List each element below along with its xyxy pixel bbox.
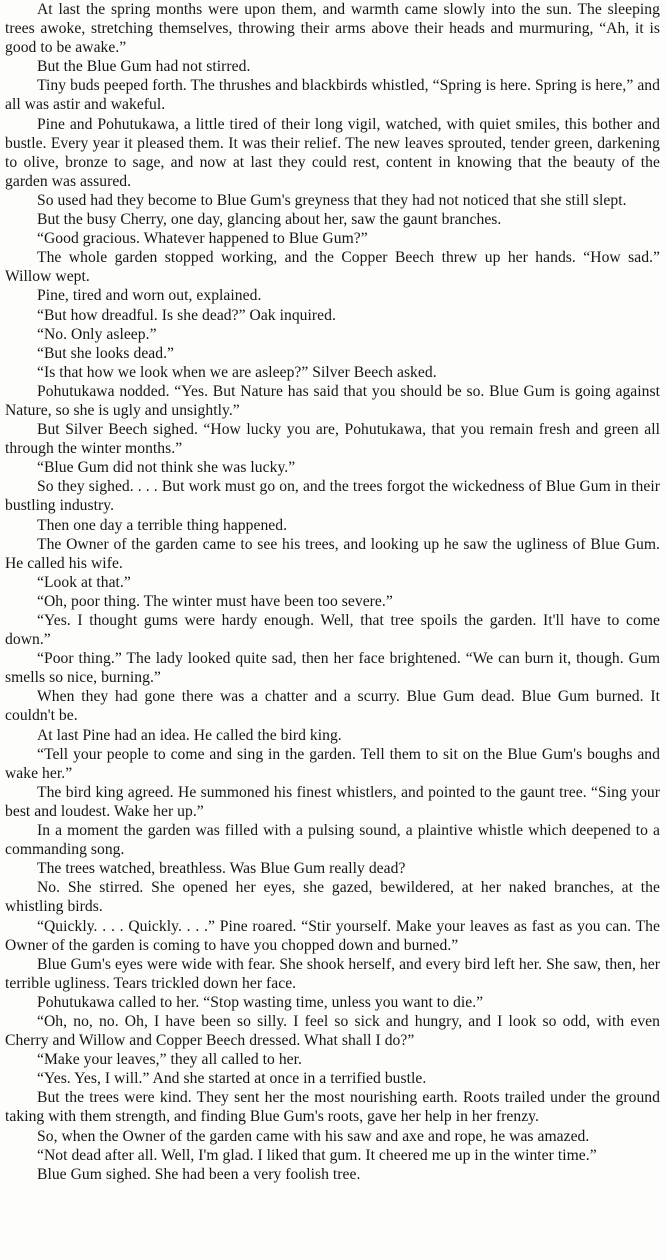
paragraph: The bird king agreed. He summoned his finest whistlers, and pointed to the gaunt tree. “Sing your best and loudest. Wake her up.” [5,783,660,820]
paragraph: Blue Gum's eyes were wide with fear. She shook herself, and every bird left her. She saw, then, her terrible ugliness. Tears trickled down her face. [5,955,660,992]
paragraph: “Poor thing.” The lady looked quite sad, then her face brightened. “We can burn it, though. Gum smells so nice, burning.” [5,650,660,687]
paragraph: When they had gone there was a chatter and a scurry. Blue Gum dead. Blue Gum burned. It couldn't be. [5,688,660,725]
paragraph: Pine and Pohutukawa, a little tired of their long vigil, watched, with quiet smiles, this bother and bustle. Every year it pleased them. It was their relief. The new leaves sprouted, tender green, darkening to olive, bronze to sage, and now at last they could rest, content in knowing that the beauty of the garden was assured. [5,115,660,190]
paragraph: The whole garden stopped working, and the Copper Beech threw up her hands. “How sad.” Willow wept. [5,249,660,286]
paragraph: So, when the Owner of the garden came with his saw and axe and rope, he was amazed. [37,1127,590,1145]
paragraph: Tiny buds peeped forth. The thrushes and blackbirds whistled, “Spring is here. Spring is here,” and all was astir and wakeful. [5,77,660,114]
paragraph: “But she looks dead.” [37,344,175,362]
paragraph: “Blue Gum did not think she was lucky.” [37,459,296,477]
paragraph: But Silver Beech sighed. “How lucky you are, Pohutukawa, that you remain fresh and green all through the winter months.” [5,421,660,458]
paragraph: But the busy Cherry, one day, glancing about her, saw the gaunt branches. [37,211,502,229]
paragraph: At last the spring months were upon them, and warmth came slowly into the sun. The sleeping trees awoke, stretching themselves, throwing their arms above their heads and murmuring, “Ah, it is good to be awake.” [5,1,660,57]
paragraph: Blue Gum sighed. She had been a very foolish tree. [37,1165,361,1183]
paragraph: Pohutukawa called to her. “Stop wasting time, unless you want to die.” [37,993,484,1011]
paragraph: “Not dead after all. Well, I'm glad. I liked that gum. It cheered me up in the winter time.” [37,1146,597,1164]
paragraph: “No. Only asleep.” [37,325,157,343]
paragraph: “But how dreadful. Is she dead?” Oak inquired. [37,306,336,324]
paragraph: Then one day a terrible thing happened. [37,516,288,534]
paragraph: The trees watched, breathless. Was Blue Gum really dead? [37,860,406,878]
paragraph: “Quickly. . . . Quickly. . . .” Pine roared. “Stir yourself. Make your leaves as fast as you can. The Owner of the garden is coming to have you chopped down and burned.” [5,917,660,954]
paragraph: So used had they become to Blue Gum's greyness that they had not noticed that she still slept. [37,191,627,209]
paragraph: “Make your leaves,” they all called to her. [37,1051,302,1069]
paragraph: “Yes. Yes, I will.” And she started at once in a terrified bustle. [37,1070,427,1088]
paragraph: “Oh, poor thing. The winter must have been too severe.” [37,592,393,610]
paragraph: In a moment the garden was filled with a pulsing sound, a plaintive whistle which deepened to a commanding song. [5,822,660,859]
paragraph: “Oh, no, no. Oh, I have been so silly. I feel so sick and hungry, and I look so odd, with even Cherry and Willow and Copper Beech dressed. What shall I do?” [5,1012,660,1050]
paragraph: “Good gracious. Whatever happened to Blue Gum?” [37,230,368,248]
paragraph: “Is that how we look when we are asleep?” Silver Beech asked. [37,363,437,381]
paragraph: Pine, tired and worn out, explained. [37,287,262,305]
paragraph: The Owner of the garden came to see his trees, and looking up he saw the ugliness of Blue Gum. He called his wife. [5,535,660,572]
paragraph: But the Blue Gum had not stirred. [37,58,251,76]
paragraph: “Yes. I thought gums were hardy enough. Well, that tree spoils the garden. It'll have to come down.” [5,612,660,649]
paragraph: At last Pine had an idea. He called the bird king. [37,726,342,744]
paragraph: But the trees were kind. They sent her the most nourishing earth. Roots trailed under the ground taking with them strength, and finding Blue Gum's roots, gave her help in her frenzy. [5,1089,660,1126]
paragraph: Pohutukawa nodded. “Yes. But Nature has said that you should be so. Blue Gum is going against Nature, so she is ugly and unsightly.” [5,382,660,419]
paragraph: No. She stirred. She opened her eyes, she gazed, bewildered, at her naked branches, at the whistling birds. [5,879,660,916]
paragraph: So they sighed. . . . But work must go on, and the trees forgot the wickedness of Blue Gum in their bustling industry. [5,478,660,515]
paragraph: “Look at that.” [37,573,131,591]
paragraph: “Tell your people to come and sing in the garden. Tell them to sit on the Blue Gum's boughs and wake her.” [5,745,660,782]
